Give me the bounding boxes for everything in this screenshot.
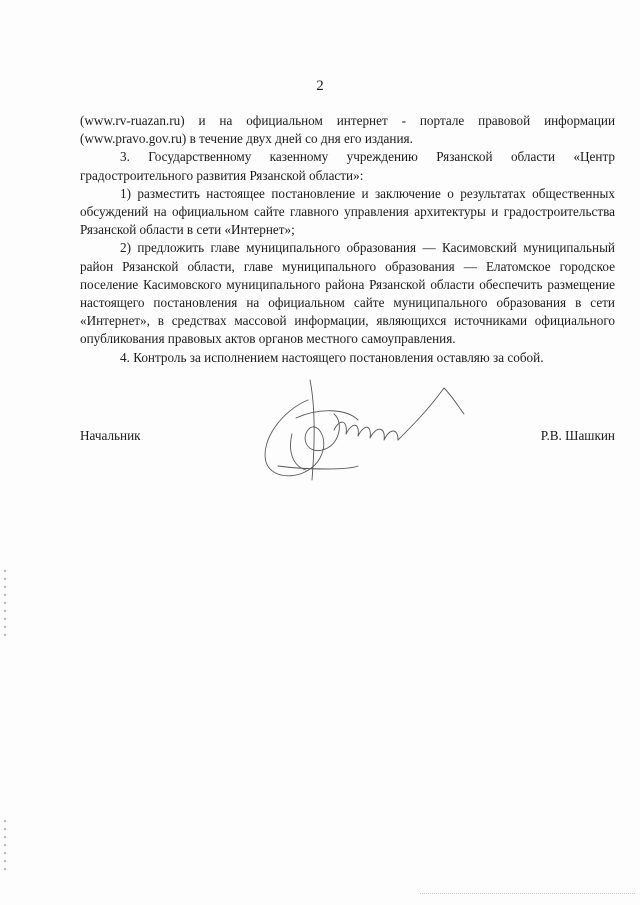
paragraph-item-4: 4. Контроль за исполнением настоящего постановления оставляю за собой. <box>120 349 544 365</box>
signatory-name: Р.В. Шашкин <box>540 428 615 443</box>
scan-edge-line <box>420 893 635 894</box>
paragraph-item-3: 3. Государственному казенному учреждению Рязанской области «Центр градостроительного развития Рязанской области»: <box>80 149 615 183</box>
signatory-position: Начальник <box>80 428 141 443</box>
paragraph-subitem-1: 1) разместить настоящее постановление и заключение о результатах общественных обсуждений на официальном сайте главного управления архитектуры и градостроительства Рязанской области в сети «Интернет»; <box>80 185 615 238</box>
document-body <box>80 112 615 367</box>
page-number: 2 <box>316 78 324 94</box>
handwritten-signature <box>248 370 488 490</box>
paragraph-subitem-2: 2) предложить главе муниципального образования — Касимовский муниципальный район Рязанской области, главе муниципального образования — Елатомское городское поселение Касимовского муниципального района Рязанской области обеспечить размещение настоящего постановления на официальном сайте муниципального образования в сети «Интернет», в средствах массовой информации, являющихся источниками официального опубликования правовых актов органов местного самоуправления. <box>80 240 615 347</box>
scan-artifact-marks <box>4 820 7 890</box>
paragraph-continuation: (www.rv-ruazan.ru) и на официальном интернет - портале правовой информации (www.pravo.gov.ru) в течение двух дней со дня его издания. <box>80 113 615 147</box>
scan-artifact-marks <box>4 570 7 650</box>
